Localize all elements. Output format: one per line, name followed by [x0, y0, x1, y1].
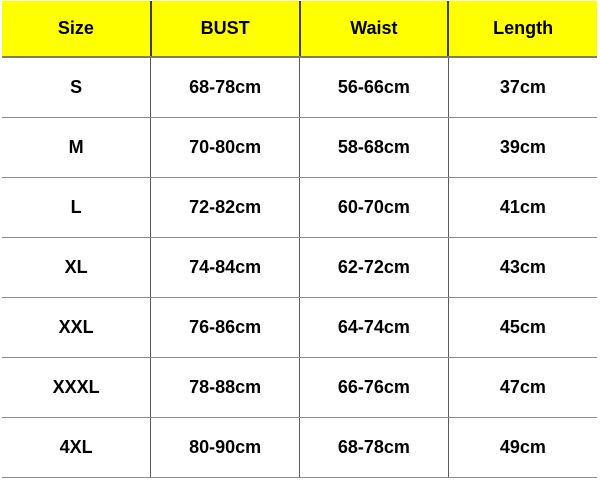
table-row [2, 57, 597, 118]
table-row [2, 118, 597, 178]
waist-cell: 58-68cm [300, 118, 449, 178]
size-cell: L [2, 178, 151, 238]
column-header-size: Size [2, 1, 151, 57]
column-header-length: Length [448, 1, 597, 57]
bust-cell: 76-86cm [151, 298, 300, 358]
waist-cell: 60-70cm [300, 178, 449, 238]
bust-cell: 80-90cm [151, 418, 300, 478]
waist-cell: 68-78cm [300, 418, 449, 478]
size-cell: XL [2, 238, 151, 298]
length-cell: 47cm [448, 358, 597, 418]
size-cell: XXL [2, 298, 151, 358]
table-row [2, 298, 597, 358]
column-header-waist: Waist [300, 1, 449, 57]
table-row [2, 178, 597, 238]
size-chart-table [2, 1, 597, 478]
waist-cell: 64-74cm [300, 298, 449, 358]
column-header-bust: BUST [151, 1, 300, 57]
length-cell: 45cm [448, 298, 597, 358]
size-cell: M [2, 118, 151, 178]
size-chart-container [2, 1, 597, 478]
bust-cell: 78-88cm [151, 358, 300, 418]
bust-cell: 68-78cm [151, 57, 300, 118]
length-cell: 41cm [448, 178, 597, 238]
length-cell: 39cm [448, 118, 597, 178]
waist-cell: 56-66cm [300, 57, 449, 118]
length-cell: 43cm [448, 238, 597, 298]
size-cell: XXXL [2, 358, 151, 418]
bust-cell: 72-82cm [151, 178, 300, 238]
table-row [2, 358, 597, 418]
header-row [2, 1, 597, 57]
waist-cell: 62-72cm [300, 238, 449, 298]
size-cell: 4XL [2, 418, 151, 478]
table-row [2, 238, 597, 298]
length-cell: 37cm [448, 57, 597, 118]
table-row [2, 418, 597, 478]
size-cell: S [2, 57, 151, 118]
bust-cell: 74-84cm [151, 238, 300, 298]
bust-cell: 70-80cm [151, 118, 300, 178]
length-cell: 49cm [448, 418, 597, 478]
waist-cell: 66-76cm [300, 358, 449, 418]
